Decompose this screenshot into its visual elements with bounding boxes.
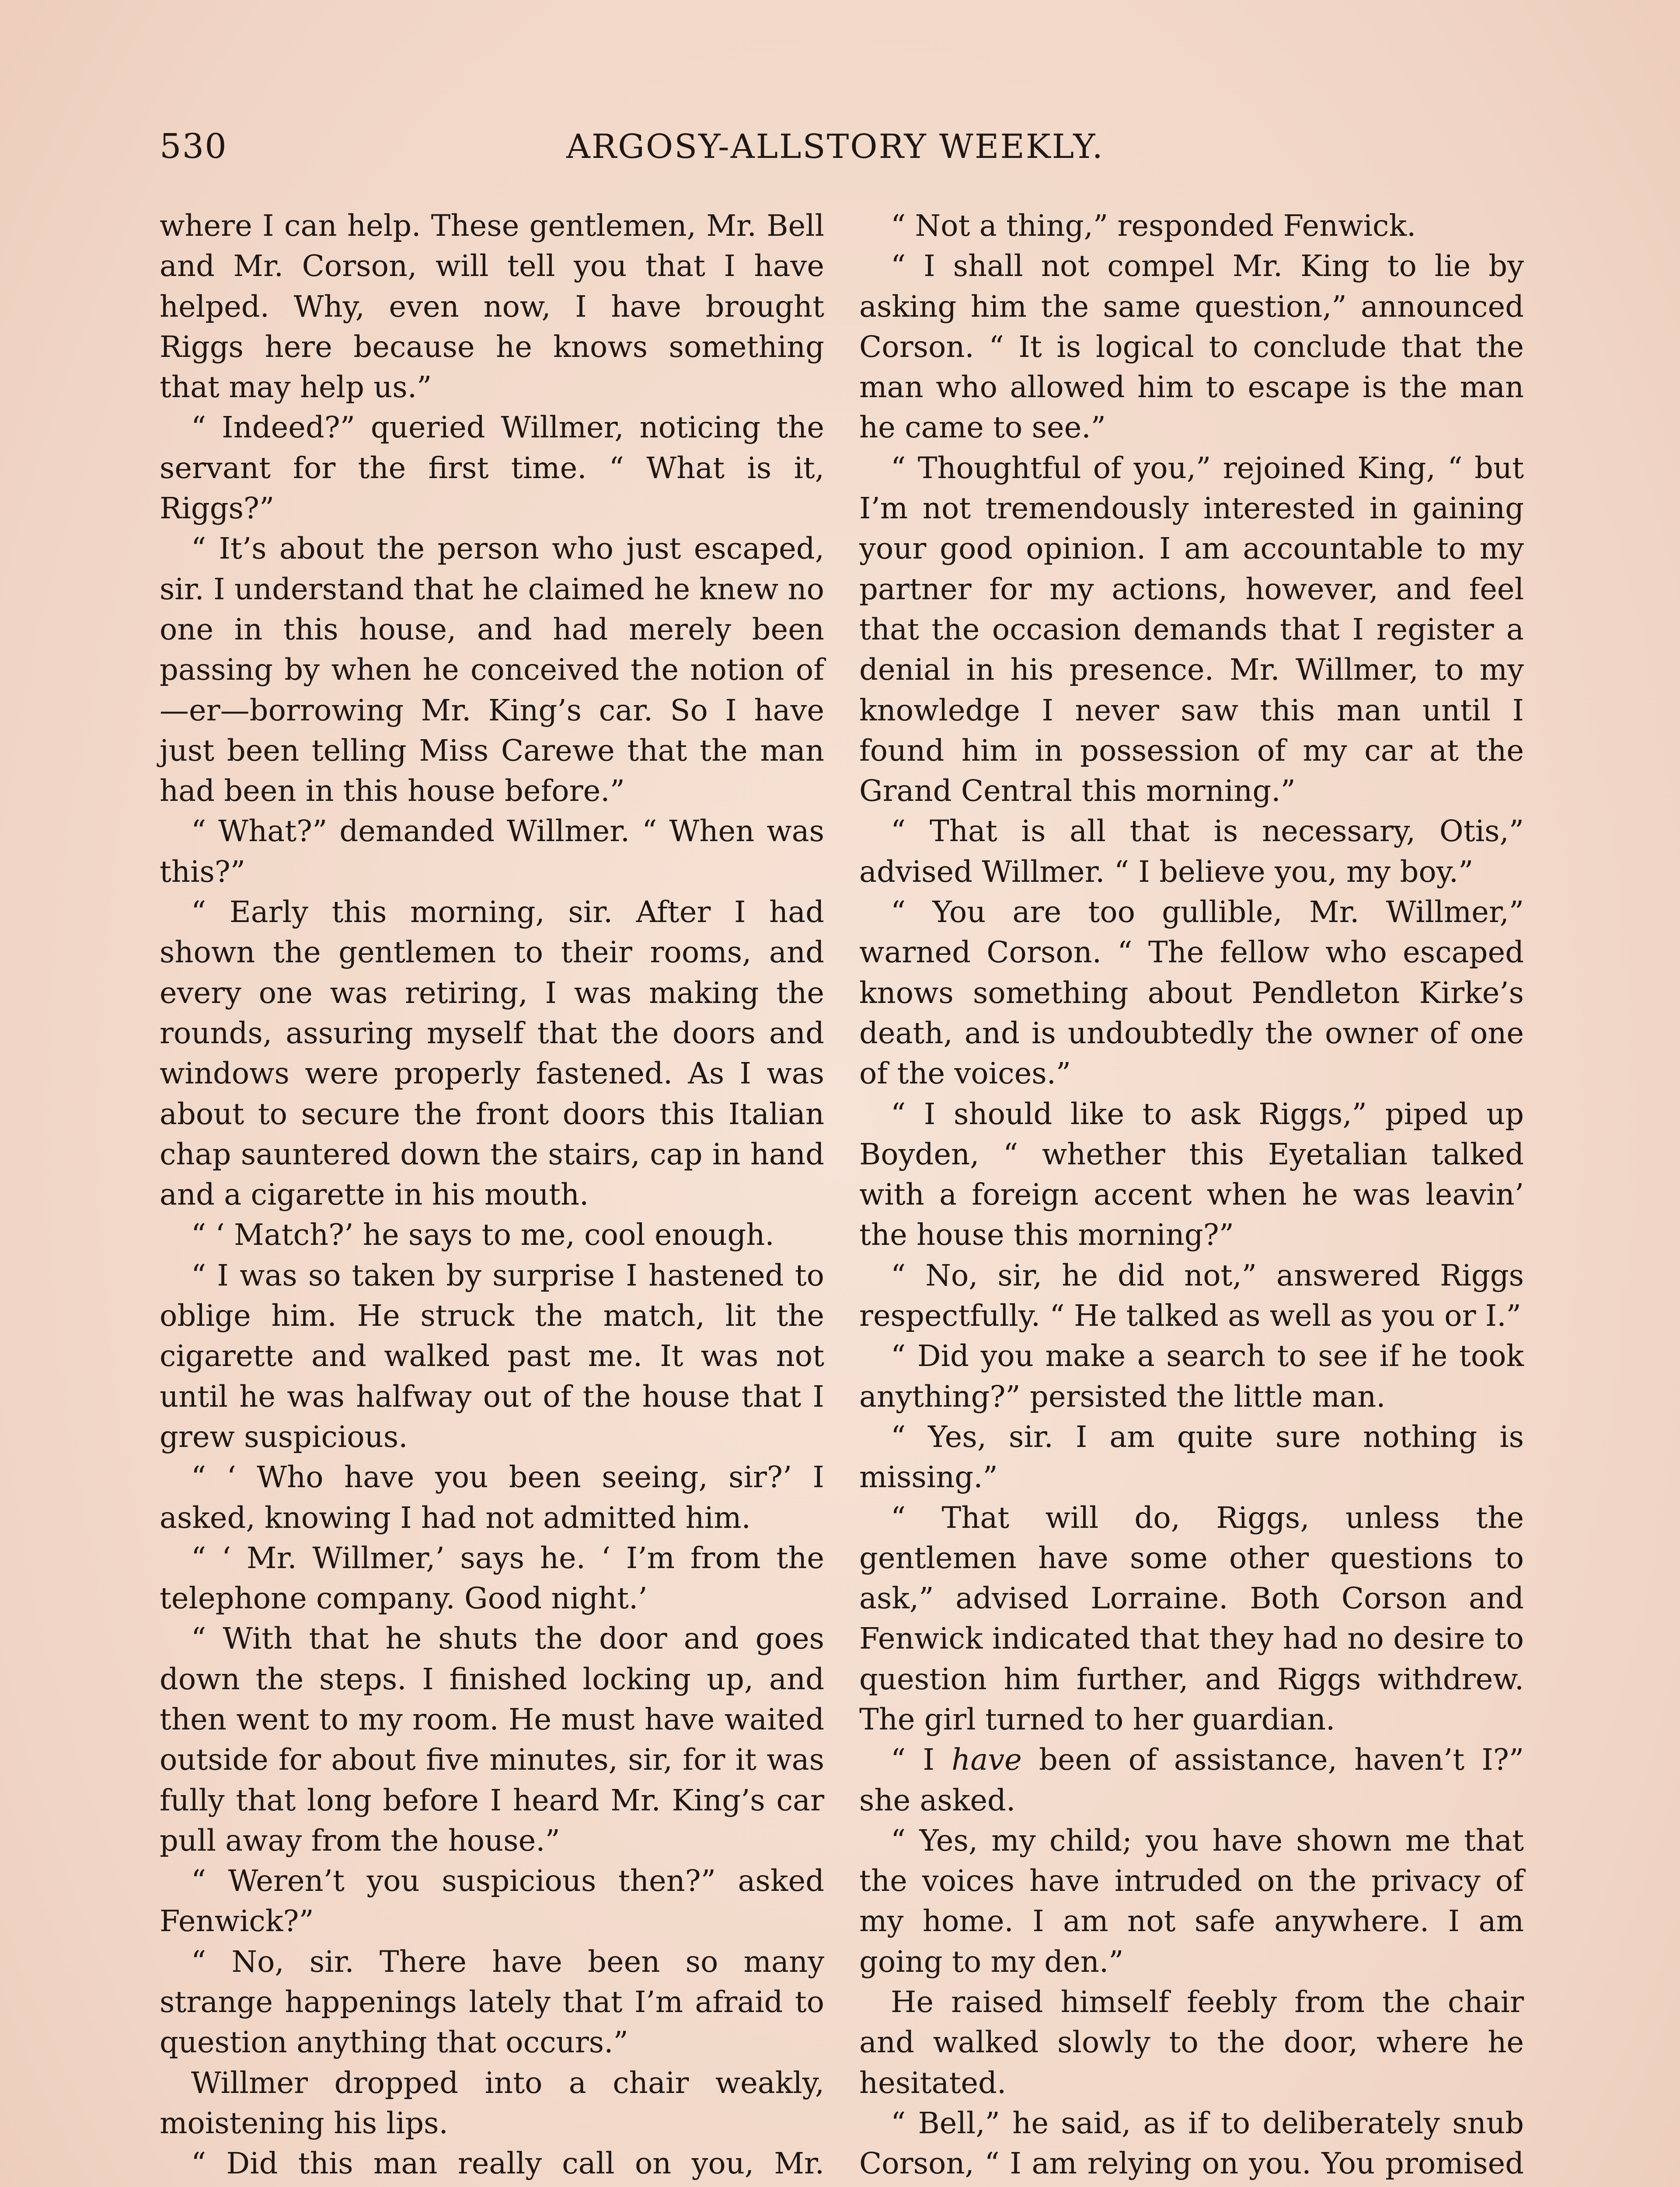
paragraph: “ No, sir. There have been so many strange happenings lately that I’m afraid to question anything that occurs.”: [160, 1944, 824, 2060]
paragraph: “ What?” demanded Willmer. “ When was this?”: [160, 814, 824, 889]
paragraph: “ No, sir, he did not,” answered Riggs respectfully. “ He talked as well as you or I.”: [859, 1258, 1524, 1333]
left-column: [160, 206, 824, 2187]
right-column: [859, 206, 1524, 2187]
paragraph: “ Thoughtful of you,” rejoined King, “ but I’m not tremendously interested in gaining your good opinion. I am accountable to my partner for my actions, however, and feel that the occasion demands that I register a denial in his presence. Mr. Willmer, to my knowledge I never saw this man until I found him in possession of my car at the Grand Central this morning.”: [859, 451, 1524, 808]
emphasis: have: [952, 1743, 1022, 1777]
page-number: 530: [160, 127, 227, 166]
paragraph: “ With that he shuts the door and goes down the steps. I finished locking up, and then went to my room. He must have waited outside for about five minutes, sir, for it was fully that long before I heard Mr. King’s car pull away from the house.”: [160, 1621, 824, 1858]
paragraph: where I can help. These gentlemen, Mr. Bell and Mr. Corson, will tell you that I have helped. Why, even now, I have brought Riggs here because he knows something that may help us.”: [160, 209, 824, 405]
paragraph: “ Early this morning, sir. After I had shown the gentlemen to their rooms, and every one was retiring, I was making the rounds, assuring myself that the doors and windows were properly fastened. As I was about to secure the front doors this Italian chap sauntered down the stairs, cap in hand and a cigarette in his mouth.: [160, 895, 824, 1212]
paragraph: “ Did this man really call on you, Mr.: [191, 2146, 824, 2181]
paragraph: “ I should like to ask Riggs,” piped up Boyden, “ whether this Eyetalian talked with a foreign accent when he was leavin’ the house this morning?”: [859, 1097, 1524, 1252]
running-head: ARGOSY-ALLSTORY WEEKLY.: [566, 127, 1104, 166]
paragraph: “ Indeed?” queried Willmer, noticing the servant for the first time. “ What is it, Riggs?”: [160, 410, 824, 526]
paragraph: “ Did you make a search to see if he took anything?” persisted the little man.: [859, 1339, 1524, 1414]
paragraph: “ ‘ Match?’ he says to me, cool enough.: [191, 1218, 774, 1252]
paragraph: “ ‘ Who have you been seeing, sir?’ I asked, knowing I had not admitted him.: [160, 1460, 824, 1535]
paragraph: Willmer dropped into a chair weakly, moistening his lips.: [160, 2065, 824, 2140]
paragraph: “ I was so taken by surprise I hastened to oblige him. He struck the match, lit the cigarette and walked past me. It was not until he was halfway out of the house that I grew suspicious.: [160, 1258, 824, 1454]
paragraph: [859, 1740, 1524, 1820]
paragraph: “ You are too gullible, Mr. Willmer,” warned Corson. “ The fellow who escaped knows something about Pendleton Kirke’s death, and is undoubtedly the owner of one of the voices.”: [859, 895, 1524, 1091]
paragraph-text: “ I: [891, 1743, 952, 1777]
paragraph: He raised himself feebly from the chair and walked slowly to the door, where he hesitated.: [859, 1985, 1524, 2100]
paragraph: “ That is all that is necessary, Otis,” advised Willmer. “ I believe you, my boy.”: [859, 814, 1524, 889]
paragraph: “ Weren’t you suspicious then?” asked Fenwick?”: [160, 1864, 824, 1939]
paragraph-text: been of assistance, haven’t I?” she asked.: [859, 1743, 1524, 1817]
paragraph: “ ‘ Mr. Willmer,’ says he. ‘ I’m from the telephone company. Good night.’: [160, 1541, 824, 1616]
paragraph: “ I shall not compel Mr. King to lie by asking him the same question,” announced Corson. “ It is logical to conclude that the man who allowed him to escape is the man he came to see.”: [859, 249, 1524, 445]
paragraph: “ Not a thing,” responded Fenwick.: [891, 209, 1416, 243]
paragraph: “ It’s about the person who just escaped, sir. I understand that he claimed he knew no one in this house, and had merely been passing by when he conceived the notion of—er—borrowing Mr. King’s car. So I have just been telling Miss Carewe that the man had been in this house before.”: [160, 531, 824, 808]
paragraph: “ That will do, Riggs, unless the gentlemen have some other questions to ask,” advised Lorraine. Both Corson and Fenwick indicated that they had no desire to question him further, and Riggs withdrew. The girl turned to her guardian.: [859, 1500, 1524, 1736]
paragraph: “ Yes, sir. I am quite sure nothing is missing.”: [859, 1419, 1524, 1495]
page-header: [160, 127, 1130, 175]
paragraph: “ Yes, my child; you have shown me that the voices have intruded on the privacy of my home. I am not safe anywhere. I am going to my den.”: [859, 1823, 1524, 1979]
paragraph: “ Bell,” he said, as if to deliberately snub Corson, “ I am relying on you. You promised: [859, 2106, 1524, 2181]
